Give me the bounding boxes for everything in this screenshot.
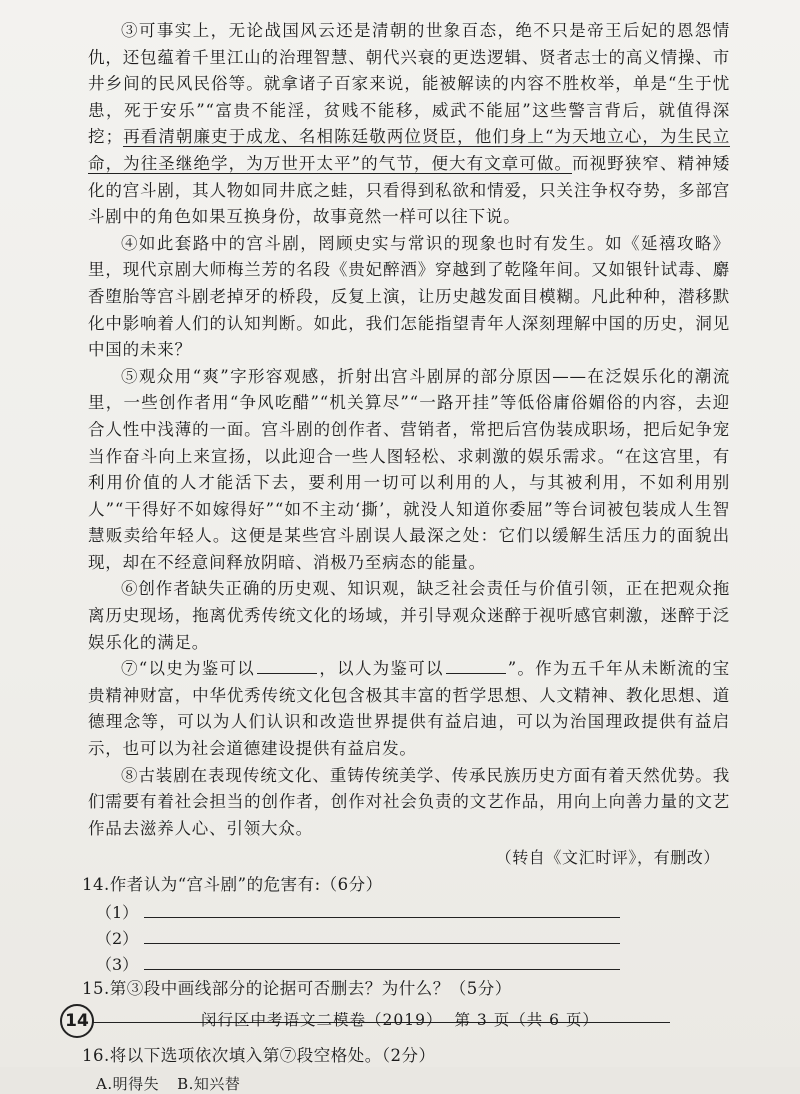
paragraph-3 (88, 18, 730, 231)
paragraph-7-text-mid: ，以人为鉴可以 (318, 659, 444, 679)
question-14: 14.作者认为“宫斗剧”的危害有:（6分） (82, 875, 383, 895)
fill-blank-2[interactable] (446, 673, 506, 674)
fill-blank-1[interactable] (257, 673, 317, 674)
answer-rule (144, 957, 620, 970)
page-number-badge: 14 (60, 1004, 94, 1038)
option-b: B.知兴替 (177, 1075, 241, 1094)
paragraph-6: ⑥创作者缺失正确的历史观、知识观，缺乏社会责任与价值引领，正在把观众拖离历史现场，拖离优秀传统文化的场域，并引导观众迷醉于视听感官刺激，迷醉于泛娱乐化的满足。 (88, 579, 730, 652)
paragraph-7-text-end: ”。作为五千年从未断流的宝贵精神财富，中华优秀传统文化包含极其丰富的哲学思想、人文精神、教化思想、道德理念等，可以为人们认识和改造世界提供有益启迪，可以为治国理政提供有益启示，也可以为社会道德建设提供有益启发。 (88, 659, 730, 759)
source-citation: （转自《文汇时评》，有删改） (495, 848, 720, 868)
question-15: 15.第③段中画线部分的论据可否删去？为什么？（5分） (82, 979, 512, 999)
answer-label-3: （3） (96, 954, 139, 974)
paragraph-7 (88, 656, 730, 762)
option-a: A.明得失 (96, 1075, 160, 1094)
paragraph-3-text-end: 而视野狭窄、精神矮化的宫斗剧，其人物如同井底之蛙，只看得到私欲和情爱，只关注争权夺势，多部宫斗剧中的角色如果互换身份，故事竟然一样可以往下说。 (88, 153, 730, 227)
page-footer (0, 1008, 800, 1030)
answer-rule (144, 931, 620, 944)
answer-line-1[interactable] (88, 898, 730, 924)
answer-label-1: （1） (96, 902, 139, 922)
paragraph-7-text: ⑦“以史为鉴可以 (121, 659, 255, 679)
page-info: 第 3 页（共 6 页） (454, 1011, 599, 1029)
paragraph-3-text: ③可事实上，无论战国风云还是清朝的世象百态，绝不只是帝王后妃的恩怨情仇，还包蕴着千里江山的治理智慧、朝代兴衰的更迭逻辑、贤者志士的高义情操、市井乡间的民风民俗等。就拿诸子百家来说，能被解读的内容不胜枚举，单是“生于忧患，死于安乐”“富贵不能淫，贫贱不能移，威武不能屈”这些警言背后，就值得深挖； (88, 21, 730, 147)
paragraph-4: ④如此套路中的宫斗剧，罔顾史实与常识的现象也时有发生。如《延禧攻略》里，现代京剧大师梅兰芳的名段《贵妃醉酒》穿越到了乾隆年间。又如银针试毒、麝香堕胎等宫斗剧老掉牙的桥段，反复上演，让历史越发面目模糊。凡此种种，潜移默化中影响着人们的认知判断。如此，我们怎能指望青年人深刻理解中国的历史，洞见中国的未来？ (88, 233, 730, 360)
exam-title: 闵行区中考语文二模卷（2019） (201, 1011, 443, 1029)
question-16: 16.将以下选项依次填入第⑦段空格处。（2分） (82, 1046, 436, 1066)
answer-rule (144, 905, 620, 918)
answer-label-2: （2） (96, 928, 139, 948)
answer-line-2[interactable] (88, 924, 730, 950)
underlined-argument: 再看清朝廉吏于成龙、名相陈廷敬两位贤臣，他们身上“为天地立心，为生民立命，为往圣继绝学，为万世开太平”的气节，便大有文章可做。 (88, 127, 731, 173)
answer-line-3[interactable] (88, 950, 730, 976)
paragraph-8: ⑧古装剧在表现传统文化、重铸传统美学、传承民族历史方面有着天然优势。我们需要有着社会担当的创作者，创作对社会负责的文艺作品，用向上向善力量的文艺作品去滋养人心、引领大众。 (88, 765, 730, 838)
paragraph-5: ⑤观众用“爽”字形容观感，折射出宫斗剧屏的部分原因——在泛娱乐化的潮流里，一些创作者用“争风吃醋”“机关算尽”“一路开挂”等低俗庸俗媚俗的内容，去迎合人性中浅薄的一面。宫斗剧的创作者、营销者，常把后宫伪装成职场，把后妃争宠当作奋斗向上来宣扬，以此迎合一些人图轻松、求刺激的娱乐需求。“在这宫里，有利用价值的人才能活下去，要利用一切可以利用的人，与其被利用，不如利用别人”“干得好不如嫁得好”“如不主动‘撕’，就没人知道你委屈”等台词被包装成人生智慧贩卖给年轻人。这便是某些宫斗剧误人最深之处：它们以缓解生活压力的面貌出现，却在不经意间释放阴暗、消极乃至病态的能量。 (88, 366, 730, 572)
question-16-options (96, 1073, 730, 1094)
